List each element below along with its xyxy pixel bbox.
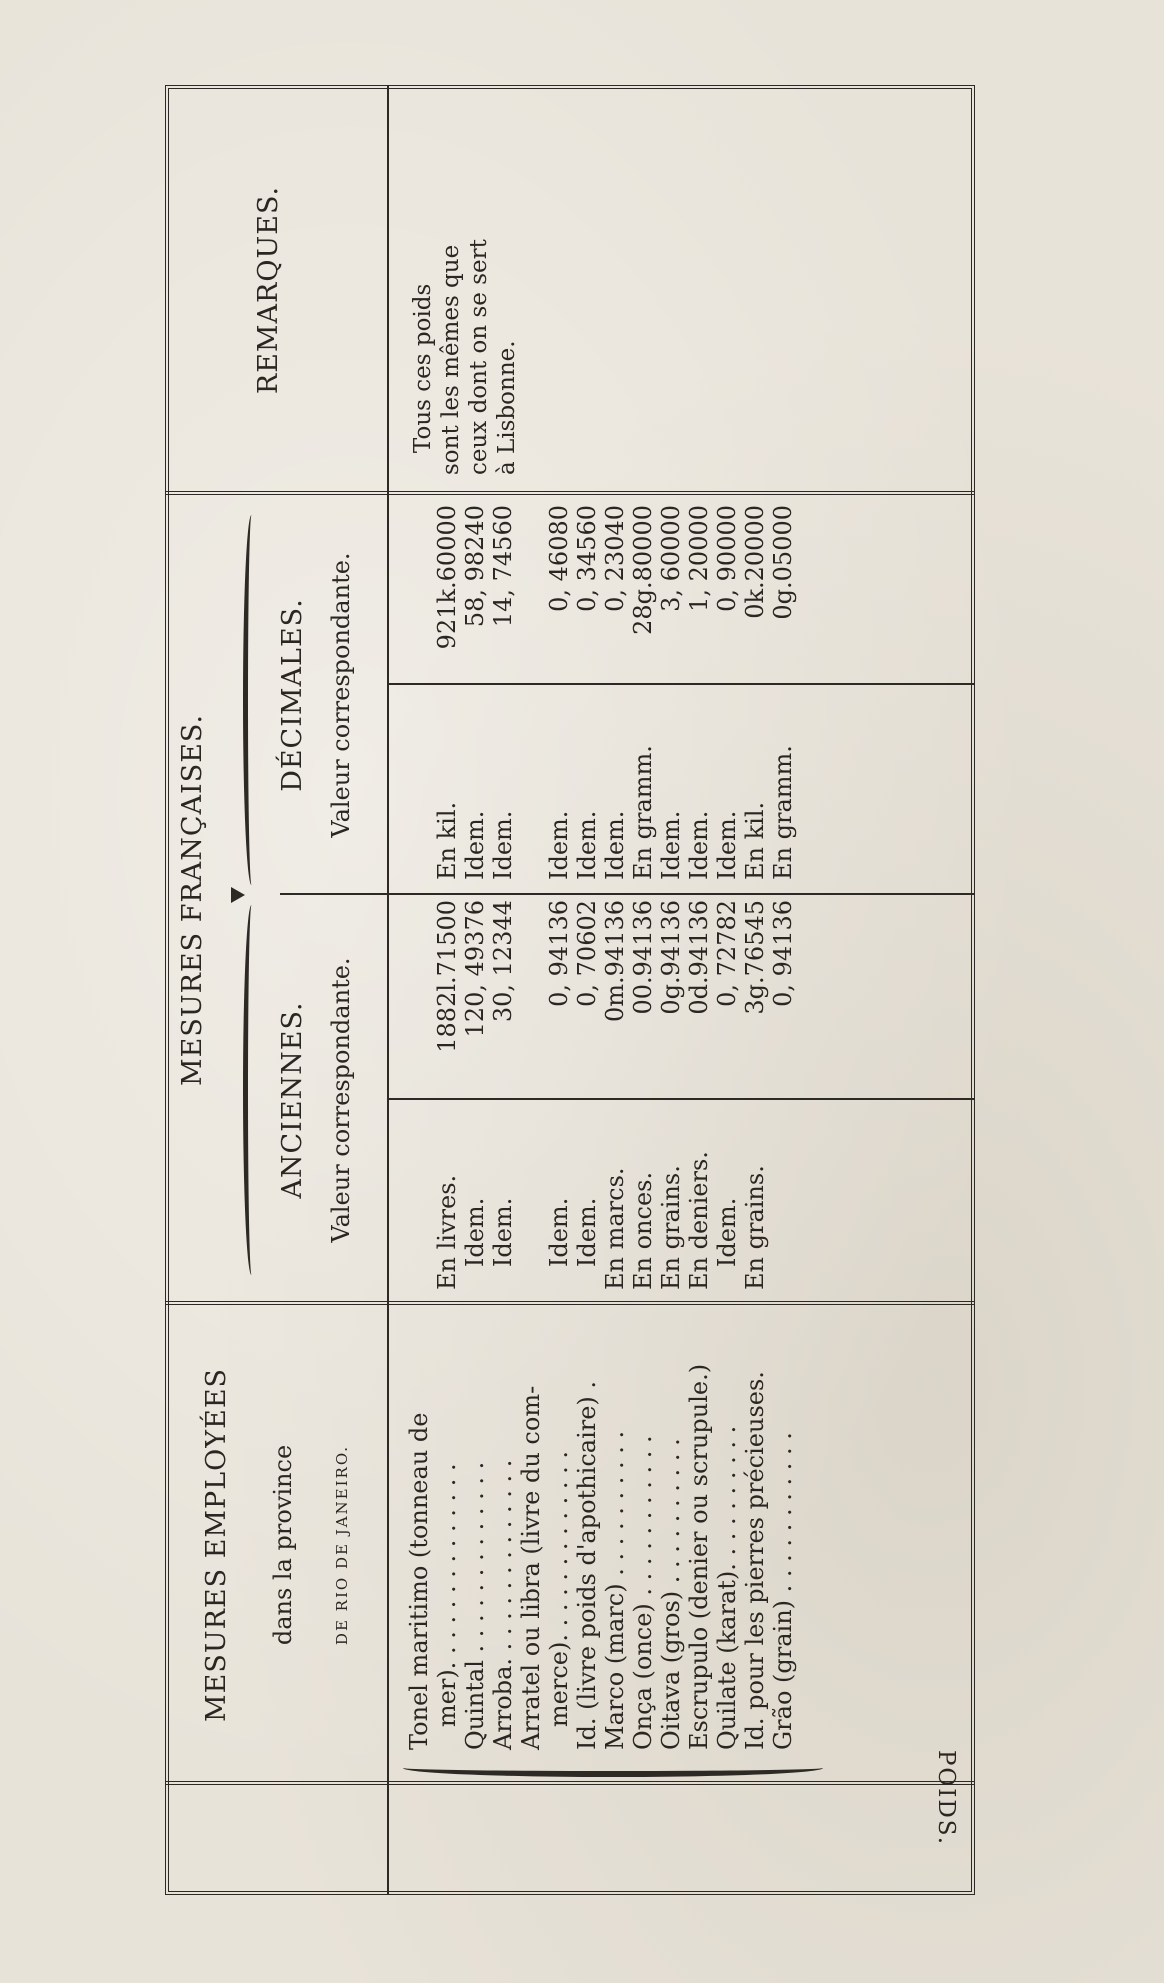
remarks-text: Tous ces poids sont les mêmes que ceux dont on se sert à Lisbonne. xyxy=(410,239,520,475)
divider-dec-inner xyxy=(387,683,975,685)
side-label-poids: POIDS. xyxy=(933,1749,959,1847)
remarks-title: REMARQUES. xyxy=(253,185,284,395)
weights-table xyxy=(165,85,975,1895)
anciennes-values: 1882l.71500 120, 49376 30, 12344 0, 94136 0, 70602 0m.94136 00.94136 0g.94136 0d.94136 0, 72782 3g.76545 0, 94136 xyxy=(433,900,797,1053)
measures-list: Tonel maritimo (tonneau de mer). . . . . . . . . . . . . . Quintal . . . . . . . . . . . . . Arroba. . . . . . . . . . . . . . Arratel ou libra (livre du com- merce). . . . . . . . . . . . . Id. (livre poids d'apothicaire) . Marco (marc) . . . . . . . . . . Onça (once) . . . . . . . . . . . Oitava (gros) . . . . . . . . . . Escrupulo (denier ou scrupule.) Quilate (karat). . . . . . . . . . Id. pour les pierres précieuses. Grão (grain) . . . . . . . . . . . xyxy=(405,1363,797,1750)
anciennes-title: ANCIENNES. xyxy=(277,1001,308,1199)
brace-left xyxy=(243,905,260,1275)
divider-anc-inner xyxy=(387,1098,975,1100)
measures-brace xyxy=(403,1759,823,1777)
col1-place: DE RIO DE JANEIRO. xyxy=(333,1444,351,1646)
french-measures-title: MESURES FRANÇAISES. xyxy=(177,713,208,1087)
decimales-units: En kil. Idem. Idem. Idem. Idem. Idem. En gramm. Idem. Idem. Idem. En kil. En gramm. xyxy=(433,745,797,880)
anciennes-units: En livres. Idem. Idem. Idem. Idem. En marcs. En onces. En grains. En deniers. Idem. En grains. xyxy=(433,1151,769,1290)
header-rule xyxy=(387,85,389,1895)
brace-right xyxy=(243,515,260,885)
decimales-subtitle: Valeur correspondante. xyxy=(327,552,355,838)
anciennes-subtitle: Valeur correspondante. xyxy=(327,957,355,1243)
decimales-title: DÉCIMALES. xyxy=(277,598,308,792)
brace-tip xyxy=(231,887,245,903)
col1-subtitle: dans la province xyxy=(269,1444,297,1646)
col1-title: MESURES EMPLOYÉES xyxy=(201,1367,232,1723)
divider-anc-dec xyxy=(280,893,975,895)
decimales-values: 921k.60000 58, 98240 14, 74560 0, 46080 0, 34560 0, 23040 28g.80000 3, 60000 1, 20000 0, 90000 0k.20000 0g.05000 xyxy=(433,505,797,650)
